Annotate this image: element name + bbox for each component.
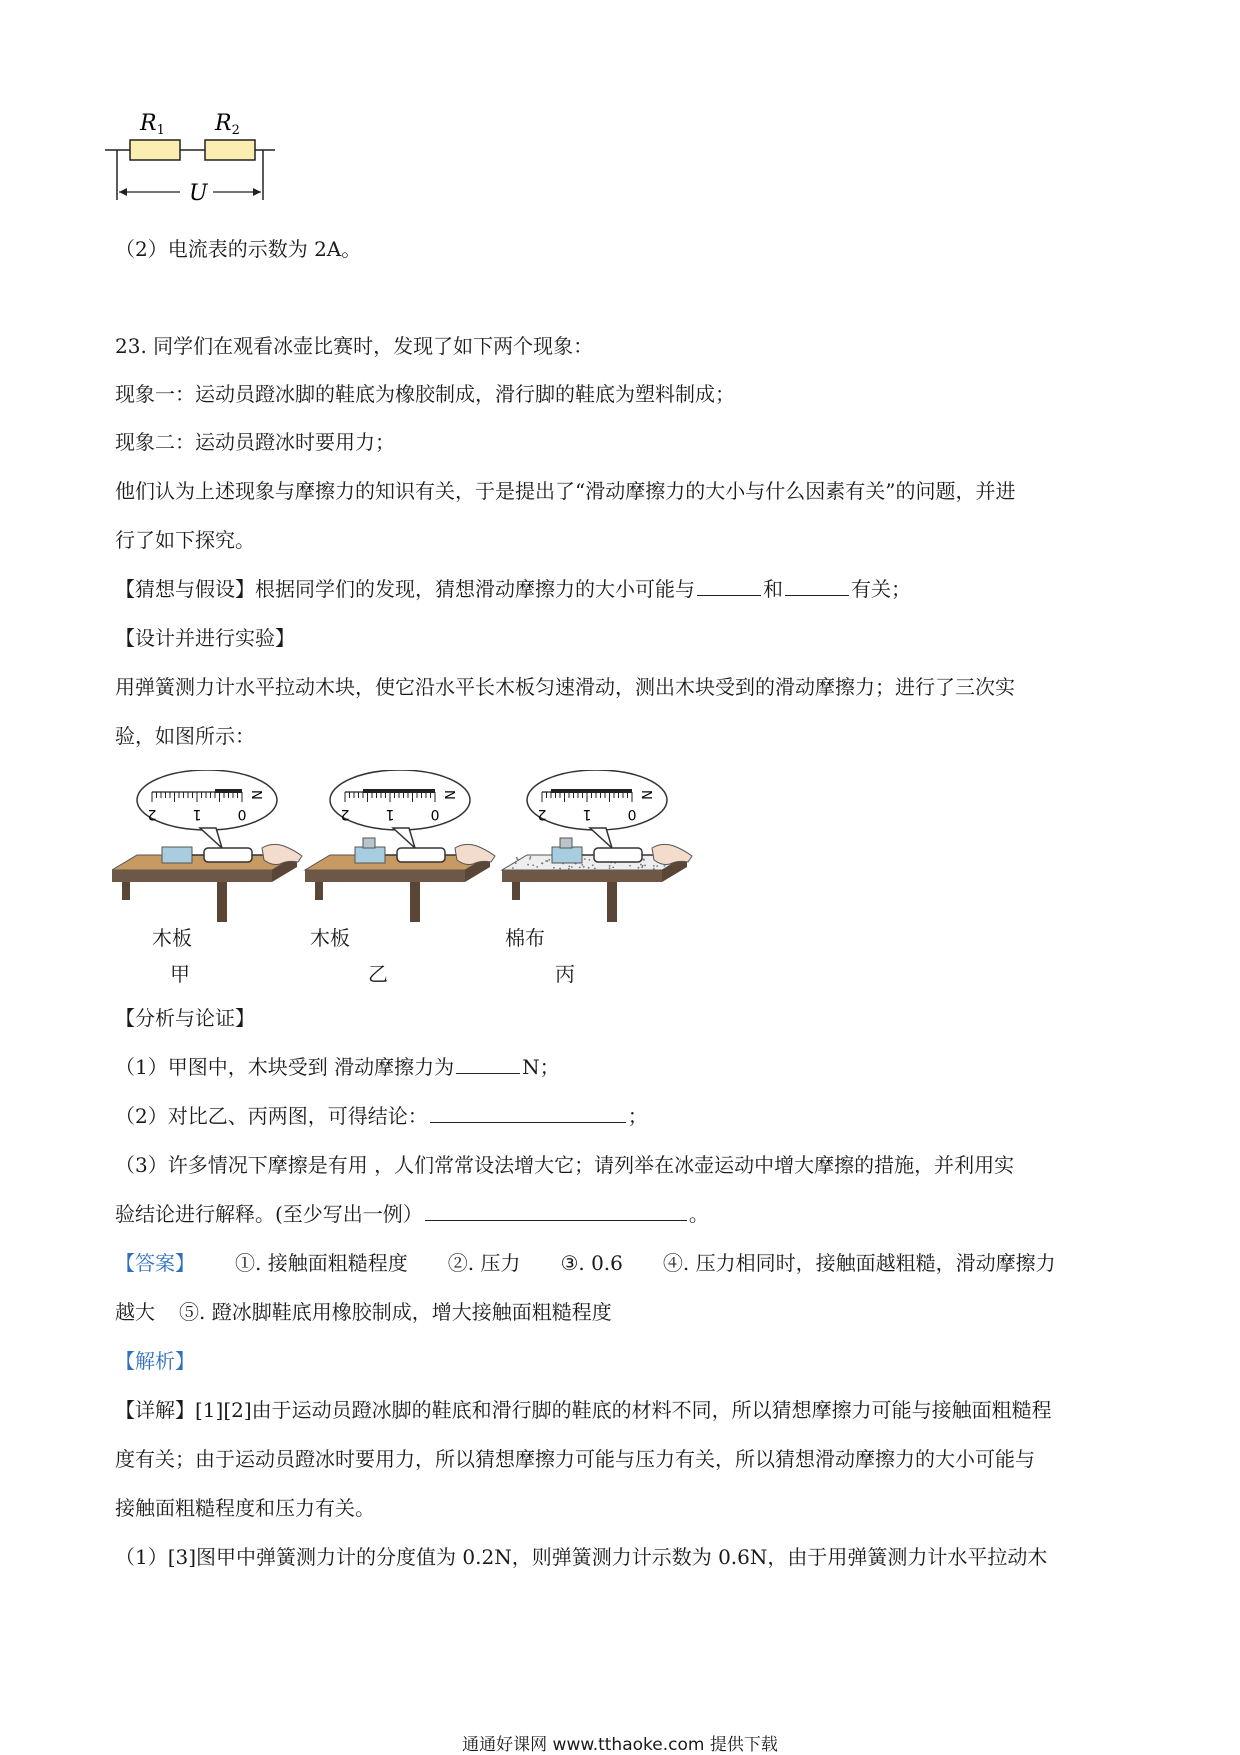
question-3-end: 。 [688,1202,709,1226]
answer-4: ④. 压力相同时，接触面越粗糙，滑动摩擦力 [662,1251,1056,1275]
question-3-text: 验结论进行解释。(至少写出一例） [115,1202,423,1226]
panel-2-surface: 木板 [310,926,350,950]
question-3-line-b [115,1200,709,1228]
wooden-block [355,847,385,863]
question-1-text: （1）甲图中，木块受到 滑动摩擦力为 [115,1055,455,1079]
scale-tick-label: 2 [537,806,547,822]
answer-3: ③. 0.6 [560,1251,623,1275]
question-23-title: 23. 同学们在观看冰壶比赛时，发现了如下两个现象： [115,334,594,358]
scale-tick-label: 1 [385,806,395,822]
experiment-figure [112,770,712,950]
experiment-panel-2 [305,770,495,922]
footer-credit: 通通好课网 www.tthaoke.com 提供下载 [462,1735,778,1755]
weight [363,838,375,848]
scale-tick-label: 1 [192,806,202,822]
relate-line-a: 他们认为上述现象与摩擦力的知识有关，于是提出了“滑动摩擦力的大小与什么因素有关”的问题，并进 [115,479,1016,503]
question-3-blank[interactable] [425,1200,687,1221]
spring-scale [204,848,252,862]
answer-2: ②. 压力 [447,1251,521,1275]
question-1-blank[interactable] [456,1053,520,1074]
scale-tick-label: 2 [147,806,157,822]
r1-label: R1 [140,111,165,138]
panel-3-surface: 棉布 [505,926,545,950]
question-3-line-a: （3）许多情况下摩擦是有用 ，人们常常设法增大它；请列举在冰壶运动中增大摩擦的措施，并利用实 [115,1153,1015,1177]
explanation-tag: 【解析】 [115,1349,195,1373]
panel-3-label: 丙 [555,962,575,986]
detail-line-b: 度有关；由于运动员蹬冰时要用力，所以猜想摩擦力可能与压力有关，所以猜想滑动摩擦力的大小可能与 [115,1447,1035,1471]
hand-icon [652,844,692,864]
answer-line-2 [115,1298,612,1326]
answer-line [115,1249,1056,1277]
spring-pointer [363,789,435,793]
wooden-block [162,847,192,863]
experiment-panel-3 [502,770,692,922]
relate-line-b: 行了如下探究。 [115,528,255,552]
answer-5: ⑤. 蹬冰脚鞋底用橡胶制成，增大接触面粗糙程度 [179,1300,612,1324]
spring-scale [594,848,642,862]
question-2-text: （2）对比乙、丙两图，可得结论： [115,1104,428,1128]
wooden-block [552,847,582,863]
scale-tick-label: 0 [237,806,247,822]
voltage-label: U [189,181,208,206]
scale-tick-label: 0 [430,806,440,822]
current-reading-line: （2）电流表的示数为 2A。 [115,237,362,261]
detail-line-d: （1）[3]图甲中弹簧测力计的分度值为 0.2N，则弹簧测力计示数为 0.6N，由于用弹簧测力计水平拉动木 [115,1545,1048,1569]
scale-unit: N [248,790,263,800]
panel-1-label: 甲 [170,962,190,986]
hypothesis-blank-2[interactable] [785,575,849,596]
answer-tag: 【答案】 [115,1251,195,1275]
phenomenon-two: 现象二：运动员蹬冰时要用力； [115,430,395,454]
scale-tick-label: 0 [627,806,637,822]
spring-scale [397,848,445,862]
phenomenon-one: 现象一：运动员蹬冰脚的鞋底为橡胶制成，滑行脚的鞋底为塑料制成； [115,382,735,406]
question-2-end: ； [627,1104,648,1128]
answer-1: ①. 接触面粗糙程度 [235,1251,408,1275]
detail-line-c: 接触面粗糙程度和压力有关。 [115,1496,375,1520]
analysis-heading: 【分析与论证】 [115,1006,255,1030]
question-2-blank[interactable] [430,1102,626,1123]
r2-label: R2 [215,111,240,138]
question-1-line [115,1053,560,1081]
hypothesis-end: 有关； [851,577,911,601]
answer-4-cont: 越大 [115,1300,155,1324]
experiment-panel-1 [112,770,302,922]
weight [560,838,572,848]
detail-line-a: 【详解】[1][2]由于运动员蹬冰脚的鞋底和滑行脚的鞋底的材料不同，所以猜想摩擦力可能与接触面粗糙程 [115,1398,1052,1422]
scale-unit: N [441,790,456,800]
r1-resistor [130,140,180,160]
design-heading: 【设计并进行实验】 [115,626,295,650]
question-1-unit: N； [522,1055,560,1079]
series-circuit-diagram [105,100,305,210]
scale-unit: N [638,790,653,800]
hypothesis-blank-1[interactable] [697,575,761,596]
spring-pointer [551,789,632,793]
r2-resistor [205,140,255,160]
hand-icon [455,844,495,864]
method-line-b: 验，如图所示： [115,724,255,748]
spring-pointer [215,789,242,793]
hand-icon [262,844,302,864]
hypothesis-line [115,575,911,603]
question-2-line [115,1102,648,1130]
hypothesis-text: 【猜想与假设】根据同学们的发现，猜想滑动摩擦力的大小可能与 [115,577,695,601]
method-line-a: 用弹簧测力计水平拉动木块，使它沿水平长木板匀速滑动，测出木块受到的滑动摩擦力；进行了三次实 [115,675,1015,699]
scale-tick-label: 1 [582,806,592,822]
panel-2-label: 乙 [368,962,388,986]
hypothesis-and: 和 [763,577,783,601]
scale-tick-label: 2 [340,806,350,822]
panel-1-surface: 木板 [152,926,192,950]
